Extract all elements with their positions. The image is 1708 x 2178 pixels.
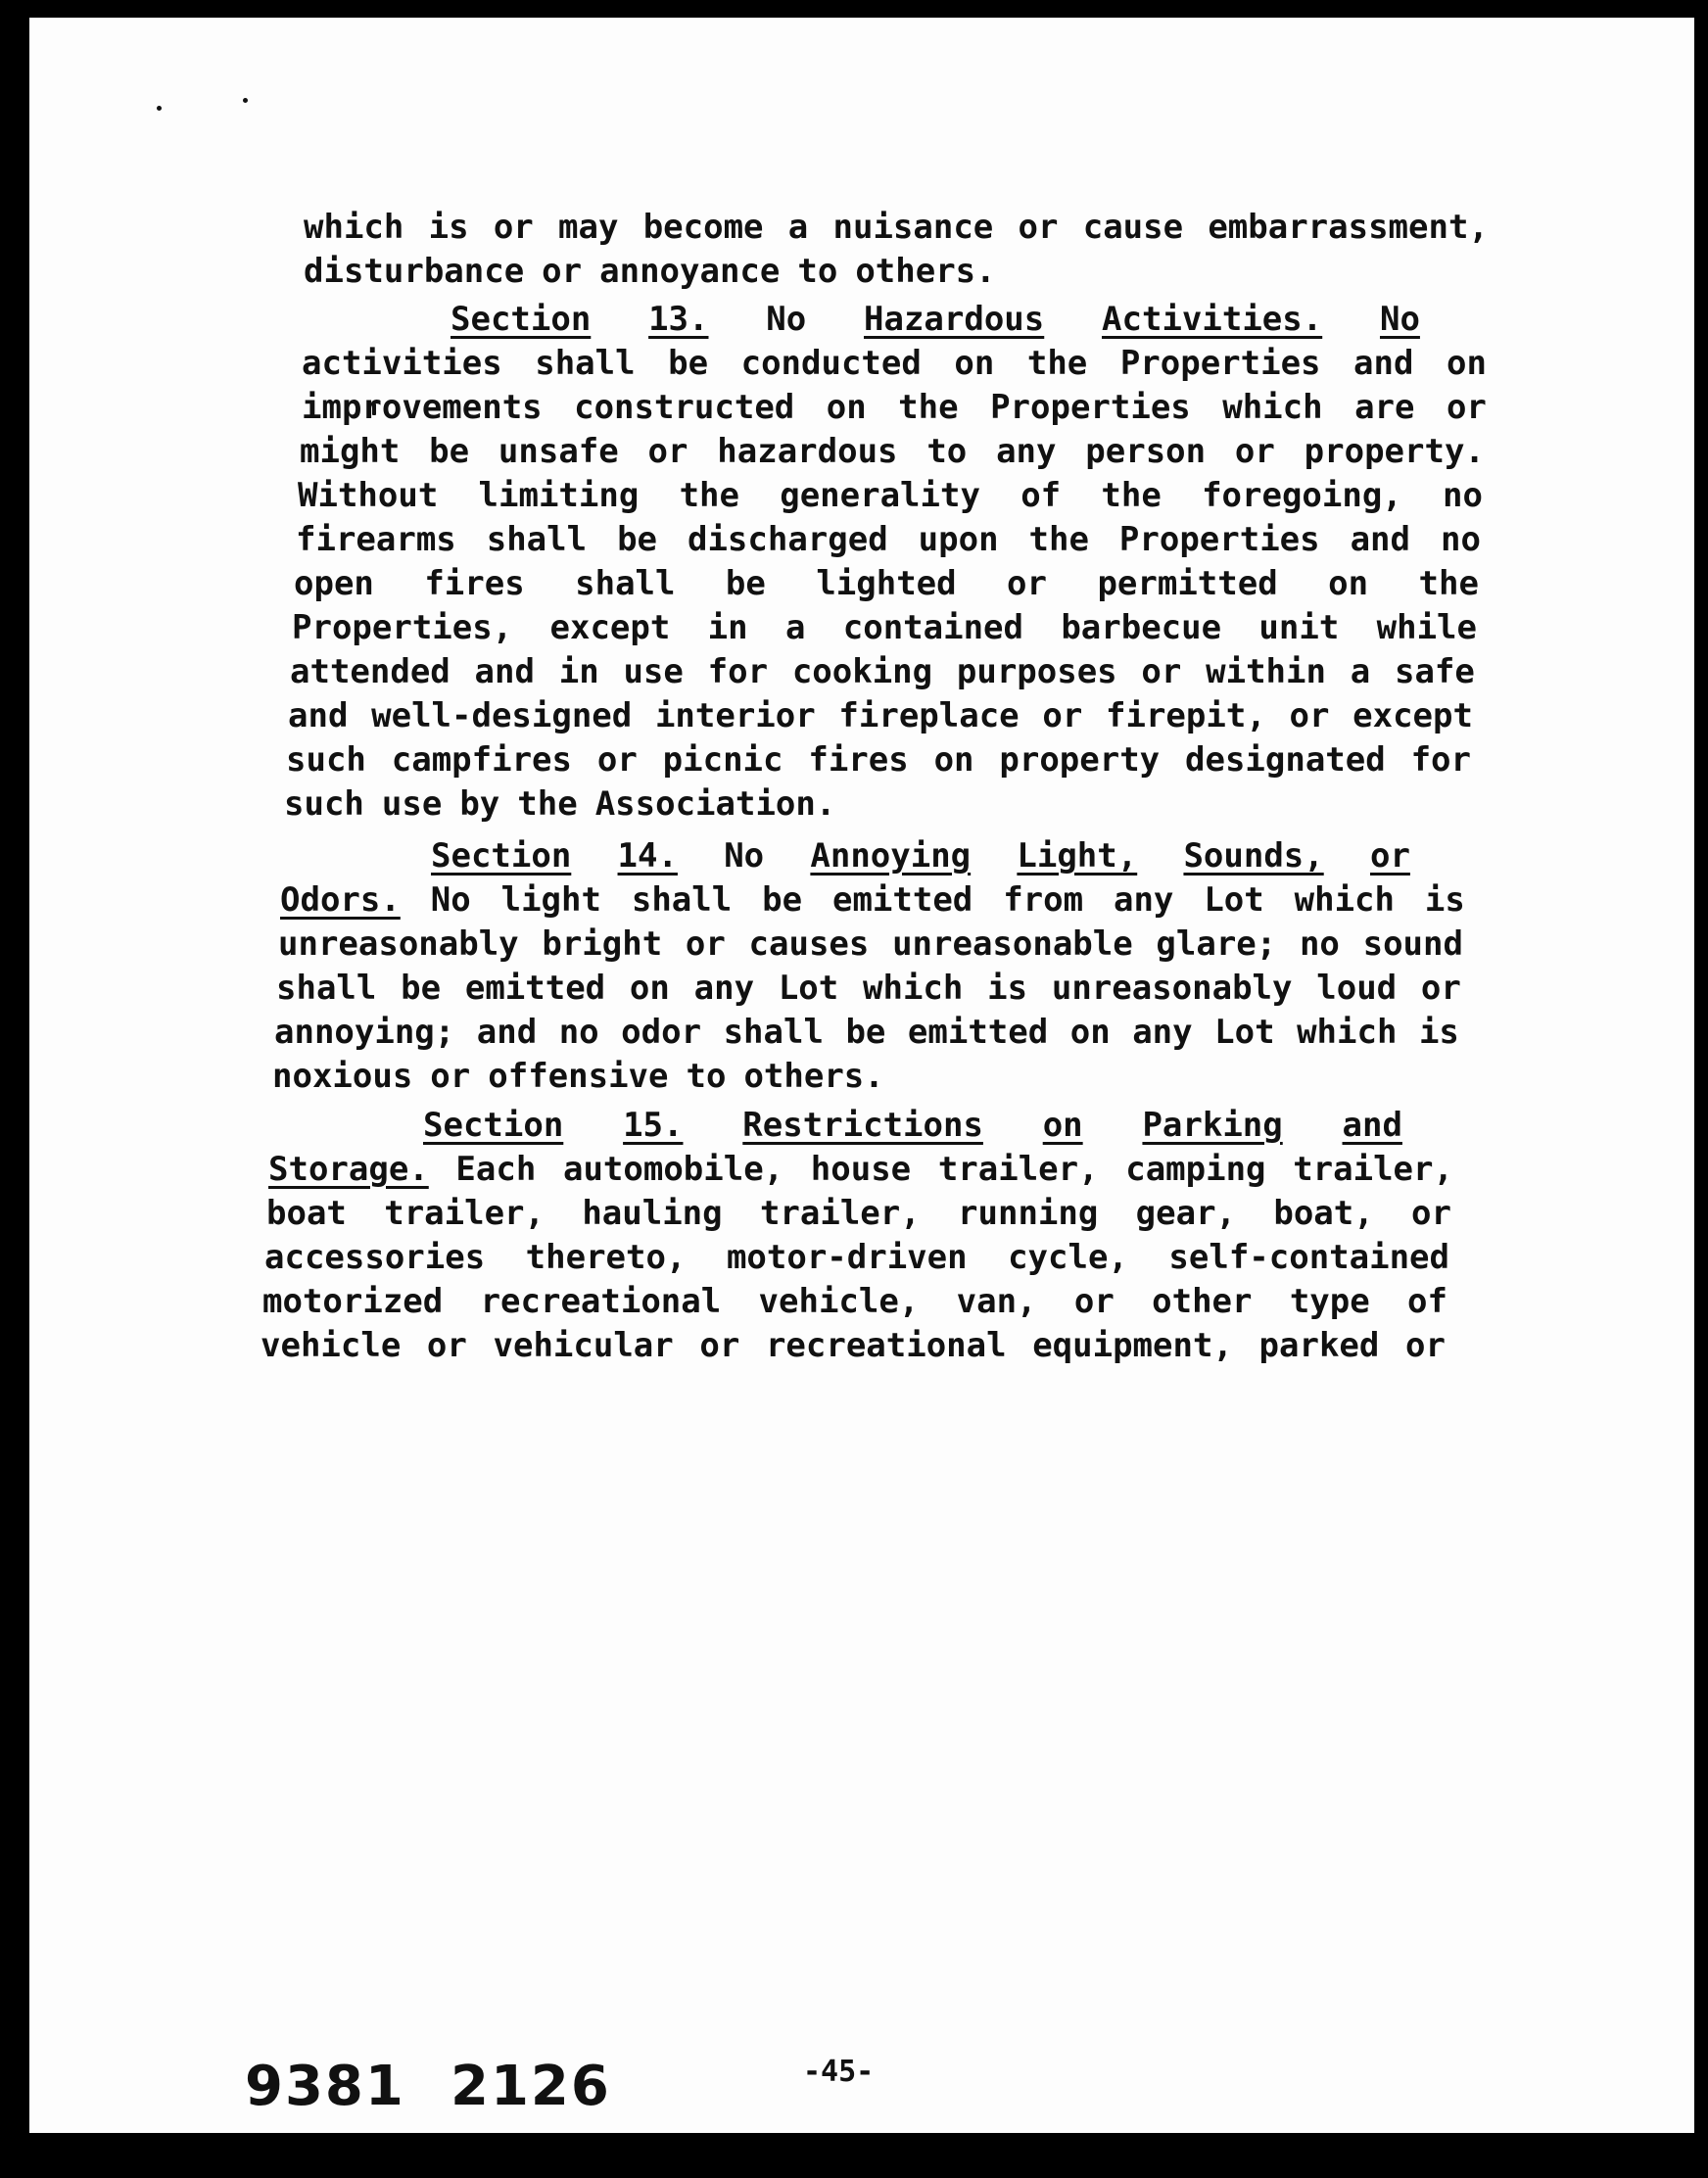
text-word: or xyxy=(1018,208,1059,247)
text-word: Lot xyxy=(1204,880,1264,920)
text-word: odor xyxy=(621,1013,702,1052)
text-word: or xyxy=(1141,652,1182,691)
text-word: offensive xyxy=(488,1057,669,1096)
text-word: loud xyxy=(1316,969,1398,1008)
text-word: any xyxy=(996,432,1057,471)
text-word: on xyxy=(954,344,995,383)
text-word: such xyxy=(284,784,364,824)
text-word: within xyxy=(1206,652,1326,691)
text-word: while xyxy=(1376,608,1477,647)
text-word: others. xyxy=(743,1057,884,1096)
text-word: be xyxy=(762,880,803,920)
text-word: glare; xyxy=(1156,924,1277,964)
text-word: van, xyxy=(956,1282,1037,1321)
text-word: Section xyxy=(423,1106,564,1145)
text-word: for xyxy=(1410,740,1471,780)
text-word: thereto, xyxy=(525,1238,687,1277)
text-word: by xyxy=(459,784,500,824)
text-word: such xyxy=(286,740,366,780)
text-word: running xyxy=(958,1194,1099,1233)
text-word: Parking xyxy=(1142,1106,1283,1145)
text-word: or xyxy=(685,924,726,964)
text-word: Properties xyxy=(1119,344,1321,383)
text-word: conducted xyxy=(740,344,922,383)
text-word: on xyxy=(1447,344,1487,383)
text-word: from xyxy=(1003,880,1084,920)
text-word: firepit, xyxy=(1106,696,1266,735)
text-word: emitted xyxy=(464,969,606,1008)
text-word: be xyxy=(845,1013,886,1052)
text-word: embarrassment, xyxy=(1208,208,1489,247)
text-word: firearms xyxy=(296,520,456,559)
text-word: trailer, xyxy=(937,1150,1099,1189)
text-word: Sounds, xyxy=(1183,836,1324,876)
text-word: or xyxy=(647,432,688,471)
text-word: or xyxy=(1411,1194,1451,1233)
text-word: picnic xyxy=(662,740,783,780)
text-word: attended xyxy=(290,652,451,691)
text-word: or xyxy=(1369,836,1410,876)
text-word: shall xyxy=(631,880,733,920)
text-word: of xyxy=(1020,476,1062,515)
text-word: equipment, xyxy=(1032,1326,1233,1365)
text-word: 15. xyxy=(623,1106,684,1145)
text-word: unreasonably xyxy=(1051,969,1293,1008)
text-word: which xyxy=(1222,388,1323,427)
text-word: limiting xyxy=(478,476,640,515)
text-word: on xyxy=(629,969,670,1008)
text-word: is xyxy=(987,969,1028,1008)
text-word: sound xyxy=(1362,924,1463,964)
text-word: others. xyxy=(855,252,996,291)
text-word: activities xyxy=(302,344,502,383)
text-word: self-contained xyxy=(1168,1238,1449,1277)
text-word: gear, xyxy=(1135,1194,1237,1233)
text-word: or xyxy=(1073,1282,1115,1321)
text-word: parked xyxy=(1258,1326,1380,1365)
text-word: light xyxy=(500,880,601,920)
text-word: barbecue xyxy=(1061,608,1222,647)
text-word: the xyxy=(517,784,578,824)
text-word: automobile, xyxy=(562,1150,784,1189)
text-word: vehicle, xyxy=(758,1282,920,1321)
text-word: which xyxy=(304,208,404,247)
text-word: annoying; xyxy=(274,1013,455,1052)
text-word: safe xyxy=(1394,652,1475,691)
text-word: recreational xyxy=(765,1326,1007,1365)
text-word: use xyxy=(381,784,443,824)
page-footer xyxy=(29,18,1694,2133)
text-word: camping xyxy=(1125,1150,1266,1189)
text-word: which xyxy=(1297,1013,1398,1052)
text-word: Annoying xyxy=(810,836,972,876)
text-word: vehicular xyxy=(493,1326,674,1365)
text-word: is xyxy=(1418,1013,1459,1052)
text-word: annoyance xyxy=(599,252,781,291)
text-word: boat xyxy=(266,1194,347,1233)
text-word: on xyxy=(933,740,974,780)
text-word: campfires xyxy=(391,740,572,780)
text-word: Lot xyxy=(778,969,839,1008)
text-word: type xyxy=(1289,1282,1370,1321)
text-word: in xyxy=(707,608,748,647)
text-word: a xyxy=(784,608,806,647)
text-word: the xyxy=(1101,476,1162,515)
text-word: on xyxy=(1328,564,1369,603)
text-word: or xyxy=(1007,564,1047,603)
text-word: is xyxy=(428,208,469,247)
text-word: the xyxy=(1418,564,1479,603)
text-word: are xyxy=(1354,388,1415,427)
text-word: Odors. xyxy=(280,880,401,920)
text-word: purposes xyxy=(956,652,1117,691)
text-word: and xyxy=(1342,1106,1402,1145)
text-word: boat, xyxy=(1273,1194,1374,1233)
text-word: be xyxy=(668,344,709,383)
text-word: accessories xyxy=(264,1238,486,1277)
text-word: on xyxy=(1042,1106,1083,1145)
text-word: the xyxy=(679,476,739,515)
text-word: and xyxy=(476,1013,538,1052)
text-word: may xyxy=(558,208,619,247)
text-word: constructed xyxy=(574,388,795,427)
text-word: and xyxy=(1350,520,1410,559)
text-word: No xyxy=(766,300,807,339)
text-word: no xyxy=(558,1013,599,1052)
text-word: and xyxy=(474,652,535,691)
text-word: or xyxy=(493,208,534,247)
text-word: property xyxy=(999,740,1161,780)
text-word: except xyxy=(1352,696,1473,735)
text-word: become xyxy=(642,208,764,247)
text-word: Properties xyxy=(1118,520,1320,559)
text-word: or xyxy=(1234,432,1275,471)
text-word: or xyxy=(1404,1326,1446,1365)
text-word: Without xyxy=(298,476,439,515)
document-code: 2126 xyxy=(451,2055,611,2118)
text-word: in xyxy=(558,652,599,691)
text-word: or xyxy=(1446,388,1487,427)
text-word: is xyxy=(1424,880,1465,920)
text-word: fires xyxy=(808,740,909,780)
text-word: use xyxy=(623,652,684,691)
text-word: shall xyxy=(723,1013,824,1052)
text-word: Each xyxy=(455,1150,537,1189)
text-word: property. xyxy=(1304,432,1485,471)
text-word: generality xyxy=(780,476,980,515)
text-word: recreational xyxy=(480,1282,722,1321)
text-word: nuisance xyxy=(832,208,994,247)
text-word: Association. xyxy=(594,784,836,824)
text-word: unsafe xyxy=(498,432,619,471)
text-word: cause xyxy=(1082,208,1184,247)
text-word: emitted xyxy=(831,880,973,920)
text-word: 13. xyxy=(648,300,709,339)
text-word: the xyxy=(1028,520,1089,559)
text-word: Properties xyxy=(990,388,1191,427)
text-word: 14. xyxy=(617,836,678,876)
text-word: contained xyxy=(842,608,1023,647)
text-word: or xyxy=(430,1057,471,1096)
text-word: no xyxy=(1440,520,1481,559)
text-word: any xyxy=(693,969,755,1008)
text-word: to xyxy=(926,432,968,471)
text-word: Hazardous xyxy=(864,300,1045,339)
text-word: motor-driven xyxy=(726,1238,968,1277)
text-word: shall xyxy=(535,344,636,383)
text-word: Properties, xyxy=(292,608,513,647)
document-page xyxy=(29,18,1694,2133)
text-word: Restrictions xyxy=(742,1106,983,1145)
text-word: or xyxy=(699,1326,740,1365)
text-word: improvements xyxy=(302,388,543,427)
text-word: open xyxy=(294,564,374,603)
text-word: permitted xyxy=(1097,564,1278,603)
text-word: person xyxy=(1085,432,1207,471)
text-word: hazardous xyxy=(717,432,898,471)
page-number: -45- xyxy=(803,2055,875,2089)
text-word: noxious xyxy=(272,1057,413,1096)
text-word: any xyxy=(1113,880,1174,920)
text-word: trailer, xyxy=(1293,1150,1453,1189)
text-word: which xyxy=(863,969,964,1008)
text-word: unit xyxy=(1258,608,1340,647)
text-word: a xyxy=(1350,652,1371,691)
text-word: No xyxy=(1379,300,1420,339)
text-word: shall xyxy=(276,969,377,1008)
text-word: Light, xyxy=(1017,836,1138,876)
text-word: other xyxy=(1152,1282,1253,1321)
text-word: Storage. xyxy=(268,1150,429,1189)
text-word: trailer, xyxy=(384,1194,545,1233)
text-word: fireplace xyxy=(838,696,1020,735)
text-word: house xyxy=(810,1150,912,1189)
text-word: to xyxy=(686,1057,727,1096)
text-word: on xyxy=(1069,1013,1111,1052)
text-word: vehicle xyxy=(261,1326,402,1365)
text-word: or xyxy=(596,740,638,780)
text-word: emitted xyxy=(907,1013,1049,1052)
text-word: or xyxy=(1420,969,1461,1008)
text-word: no xyxy=(1299,924,1340,964)
text-word: interior xyxy=(654,696,816,735)
text-word: shall xyxy=(575,564,676,603)
text-word: upon xyxy=(918,520,999,559)
text-word: which xyxy=(1294,880,1395,920)
text-word: trailer, xyxy=(759,1194,921,1233)
text-word: bright xyxy=(542,924,663,964)
text-word: hauling xyxy=(582,1194,723,1233)
text-word: the xyxy=(898,388,959,427)
text-word: any xyxy=(1132,1013,1193,1052)
text-word: disturbance xyxy=(304,252,525,291)
text-word: or xyxy=(1042,696,1083,735)
text-word: Lot xyxy=(1214,1013,1275,1052)
text-word: except xyxy=(549,608,671,647)
text-word: to xyxy=(797,252,838,291)
text-word: or xyxy=(542,252,583,291)
text-word: be xyxy=(429,432,470,471)
document-code: 9381 xyxy=(245,2055,405,2118)
text-word: foregoing, xyxy=(1202,476,1402,515)
text-word: might xyxy=(300,432,401,471)
text-word: unreasonably xyxy=(278,924,519,964)
text-word: be xyxy=(617,520,658,559)
text-word: designated xyxy=(1185,740,1386,780)
text-word: of xyxy=(1407,1282,1447,1321)
text-word: Section xyxy=(451,300,592,339)
text-word: Activities. xyxy=(1102,300,1323,339)
text-word: No xyxy=(724,836,765,876)
text-word: causes xyxy=(748,924,870,964)
text-word: motorized xyxy=(262,1282,444,1321)
text-word: the xyxy=(1026,344,1088,383)
text-word: unreasonable xyxy=(892,924,1133,964)
text-word: be xyxy=(401,969,442,1008)
text-word: No xyxy=(430,880,471,920)
text-word: and xyxy=(288,696,349,735)
text-word: a xyxy=(787,208,809,247)
text-word: well-designed xyxy=(371,696,633,735)
text-word: no xyxy=(1443,476,1483,515)
text-word: fires xyxy=(424,564,525,603)
text-word: discharged xyxy=(687,520,888,559)
text-word: for xyxy=(707,652,769,691)
text-word: be xyxy=(725,564,766,603)
text-word: Section xyxy=(431,836,572,876)
text-word: lighted xyxy=(816,564,957,603)
text-word: or xyxy=(426,1326,467,1365)
text-word: cycle, xyxy=(1008,1238,1128,1277)
text-word: and xyxy=(1353,344,1414,383)
text-word: shall xyxy=(486,520,588,559)
text-word: on xyxy=(826,388,867,427)
text-word: cooking xyxy=(791,652,933,691)
text-word: or xyxy=(1289,696,1330,735)
